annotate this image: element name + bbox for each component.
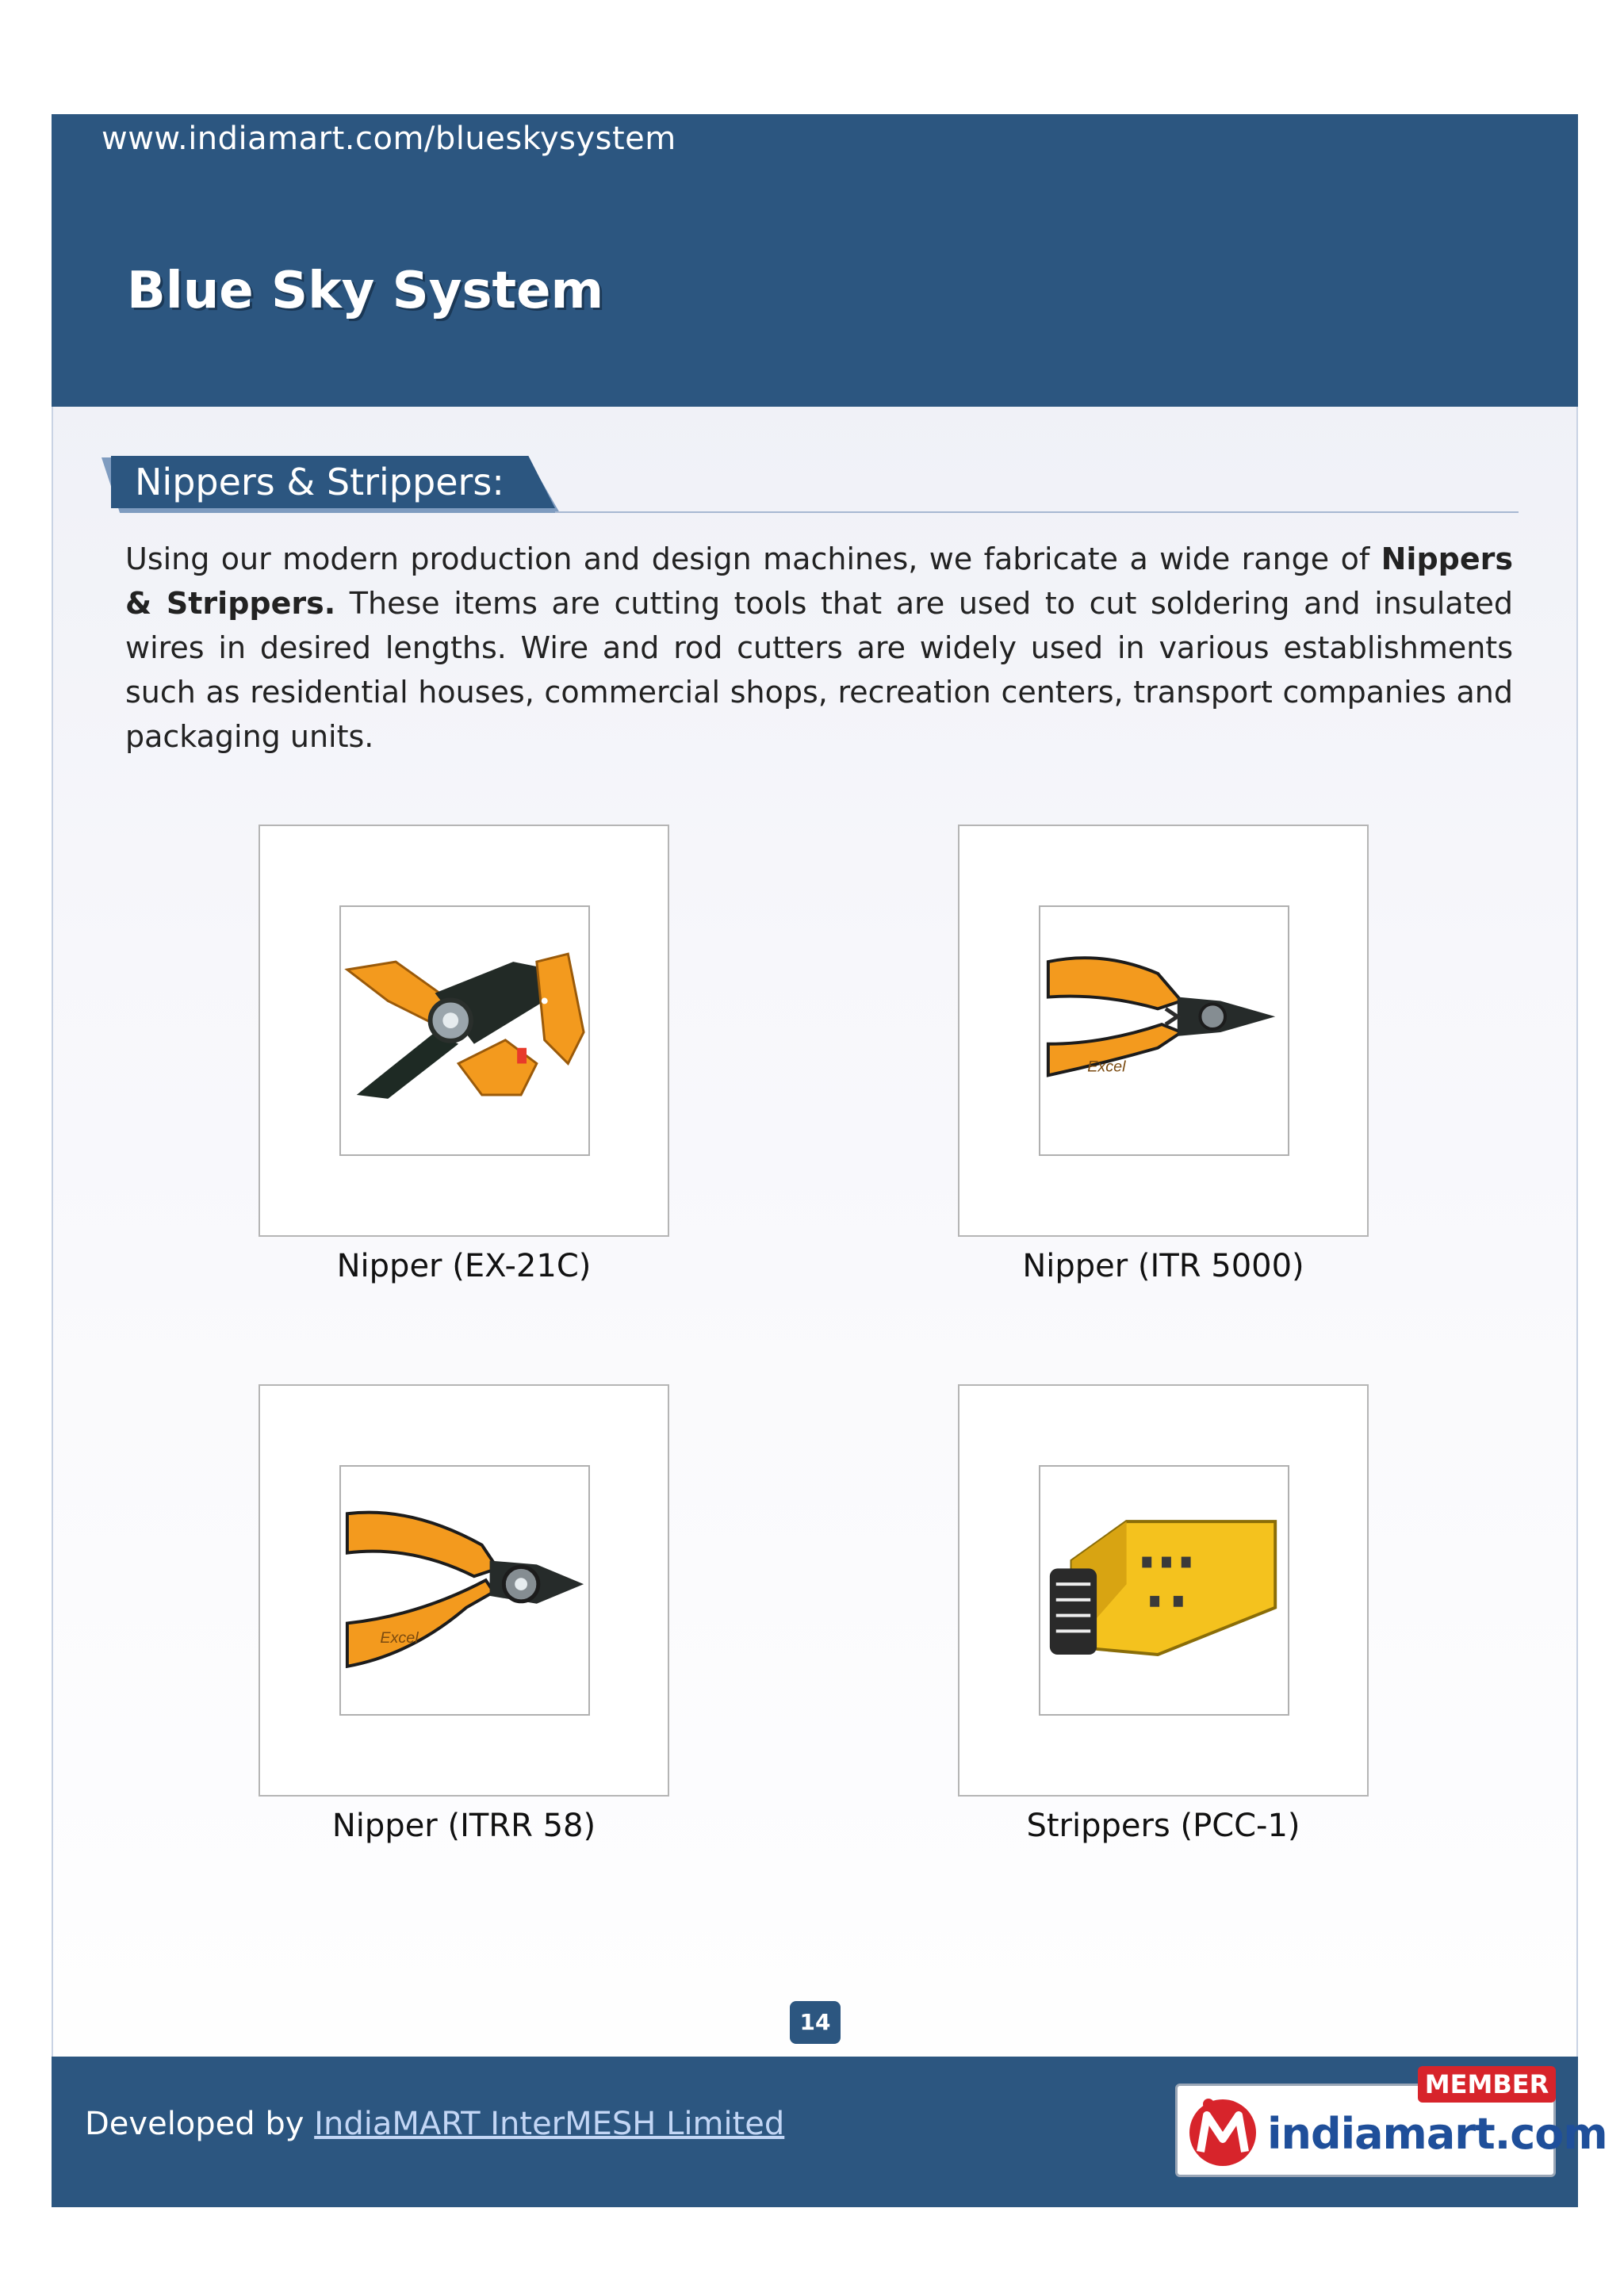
intro-bold-text: Nippers & Strippers.	[125, 541, 1513, 621]
product-image-3	[339, 1465, 590, 1716]
wire-stripper-pliers-icon	[341, 907, 588, 1154]
product-image-4	[1039, 1465, 1289, 1716]
product-card-2[interactable]	[958, 825, 1369, 1237]
product-caption-4: Strippers (PCC-1)	[1026, 1808, 1300, 1844]
intro-paragraph	[125, 537, 1513, 759]
product-image-1	[339, 905, 590, 1156]
product-caption-3: Nipper (ITRR 58)	[331, 1808, 596, 1844]
product-card-4[interactable]	[958, 1384, 1369, 1797]
header-banner	[52, 114, 1578, 407]
page-number-badge: 14	[790, 2001, 841, 2044]
intro-text-2: These items are cutting tools that are used to cut soldering and insulated wires in desired lengths. Wire and rod cutters are widely used in various establishments such as residential houses, commercial shops, recreation centers, transport companies and packaging units.	[125, 586, 1513, 754]
product-image-2	[1039, 905, 1289, 1156]
section-rule	[555, 511, 1519, 513]
product-caption-1: Nipper (EX-21C)	[336, 1248, 592, 1284]
footer-link[interactable]: IndiaMART InterMESH Limited	[314, 2106, 785, 2142]
company-title: Blue Sky System	[127, 262, 604, 320]
product-caption-2: Nipper (ITR 5000)	[1022, 1248, 1304, 1284]
side-cutter-nipper-icon	[1040, 907, 1288, 1154]
section-title: Nippers & Strippers:	[135, 461, 504, 503]
site-url[interactable]: www.indiamart.com/blueskysystem	[102, 121, 676, 157]
product-card-3[interactable]	[259, 1384, 669, 1797]
cable-stripper-icon	[1040, 1467, 1288, 1714]
footer-credit	[85, 2106, 784, 2142]
member-badge: MEMBER	[1418, 2066, 1556, 2103]
footer-prefix: Developed by	[85, 2106, 315, 2142]
svg-text:Excel: Excel	[380, 1629, 419, 1647]
logo-text: indiamart.com	[1267, 2109, 1607, 2159]
product-card-1[interactable]	[259, 825, 669, 1237]
side-cutter-nipper-icon	[341, 1467, 588, 1714]
intro-text-1: Using our modern production and design machines, we fabricate a wide range of	[125, 541, 1381, 576]
indiamart-m-icon	[1185, 2093, 1261, 2169]
svg-text:Excel: Excel	[1087, 1058, 1126, 1076]
